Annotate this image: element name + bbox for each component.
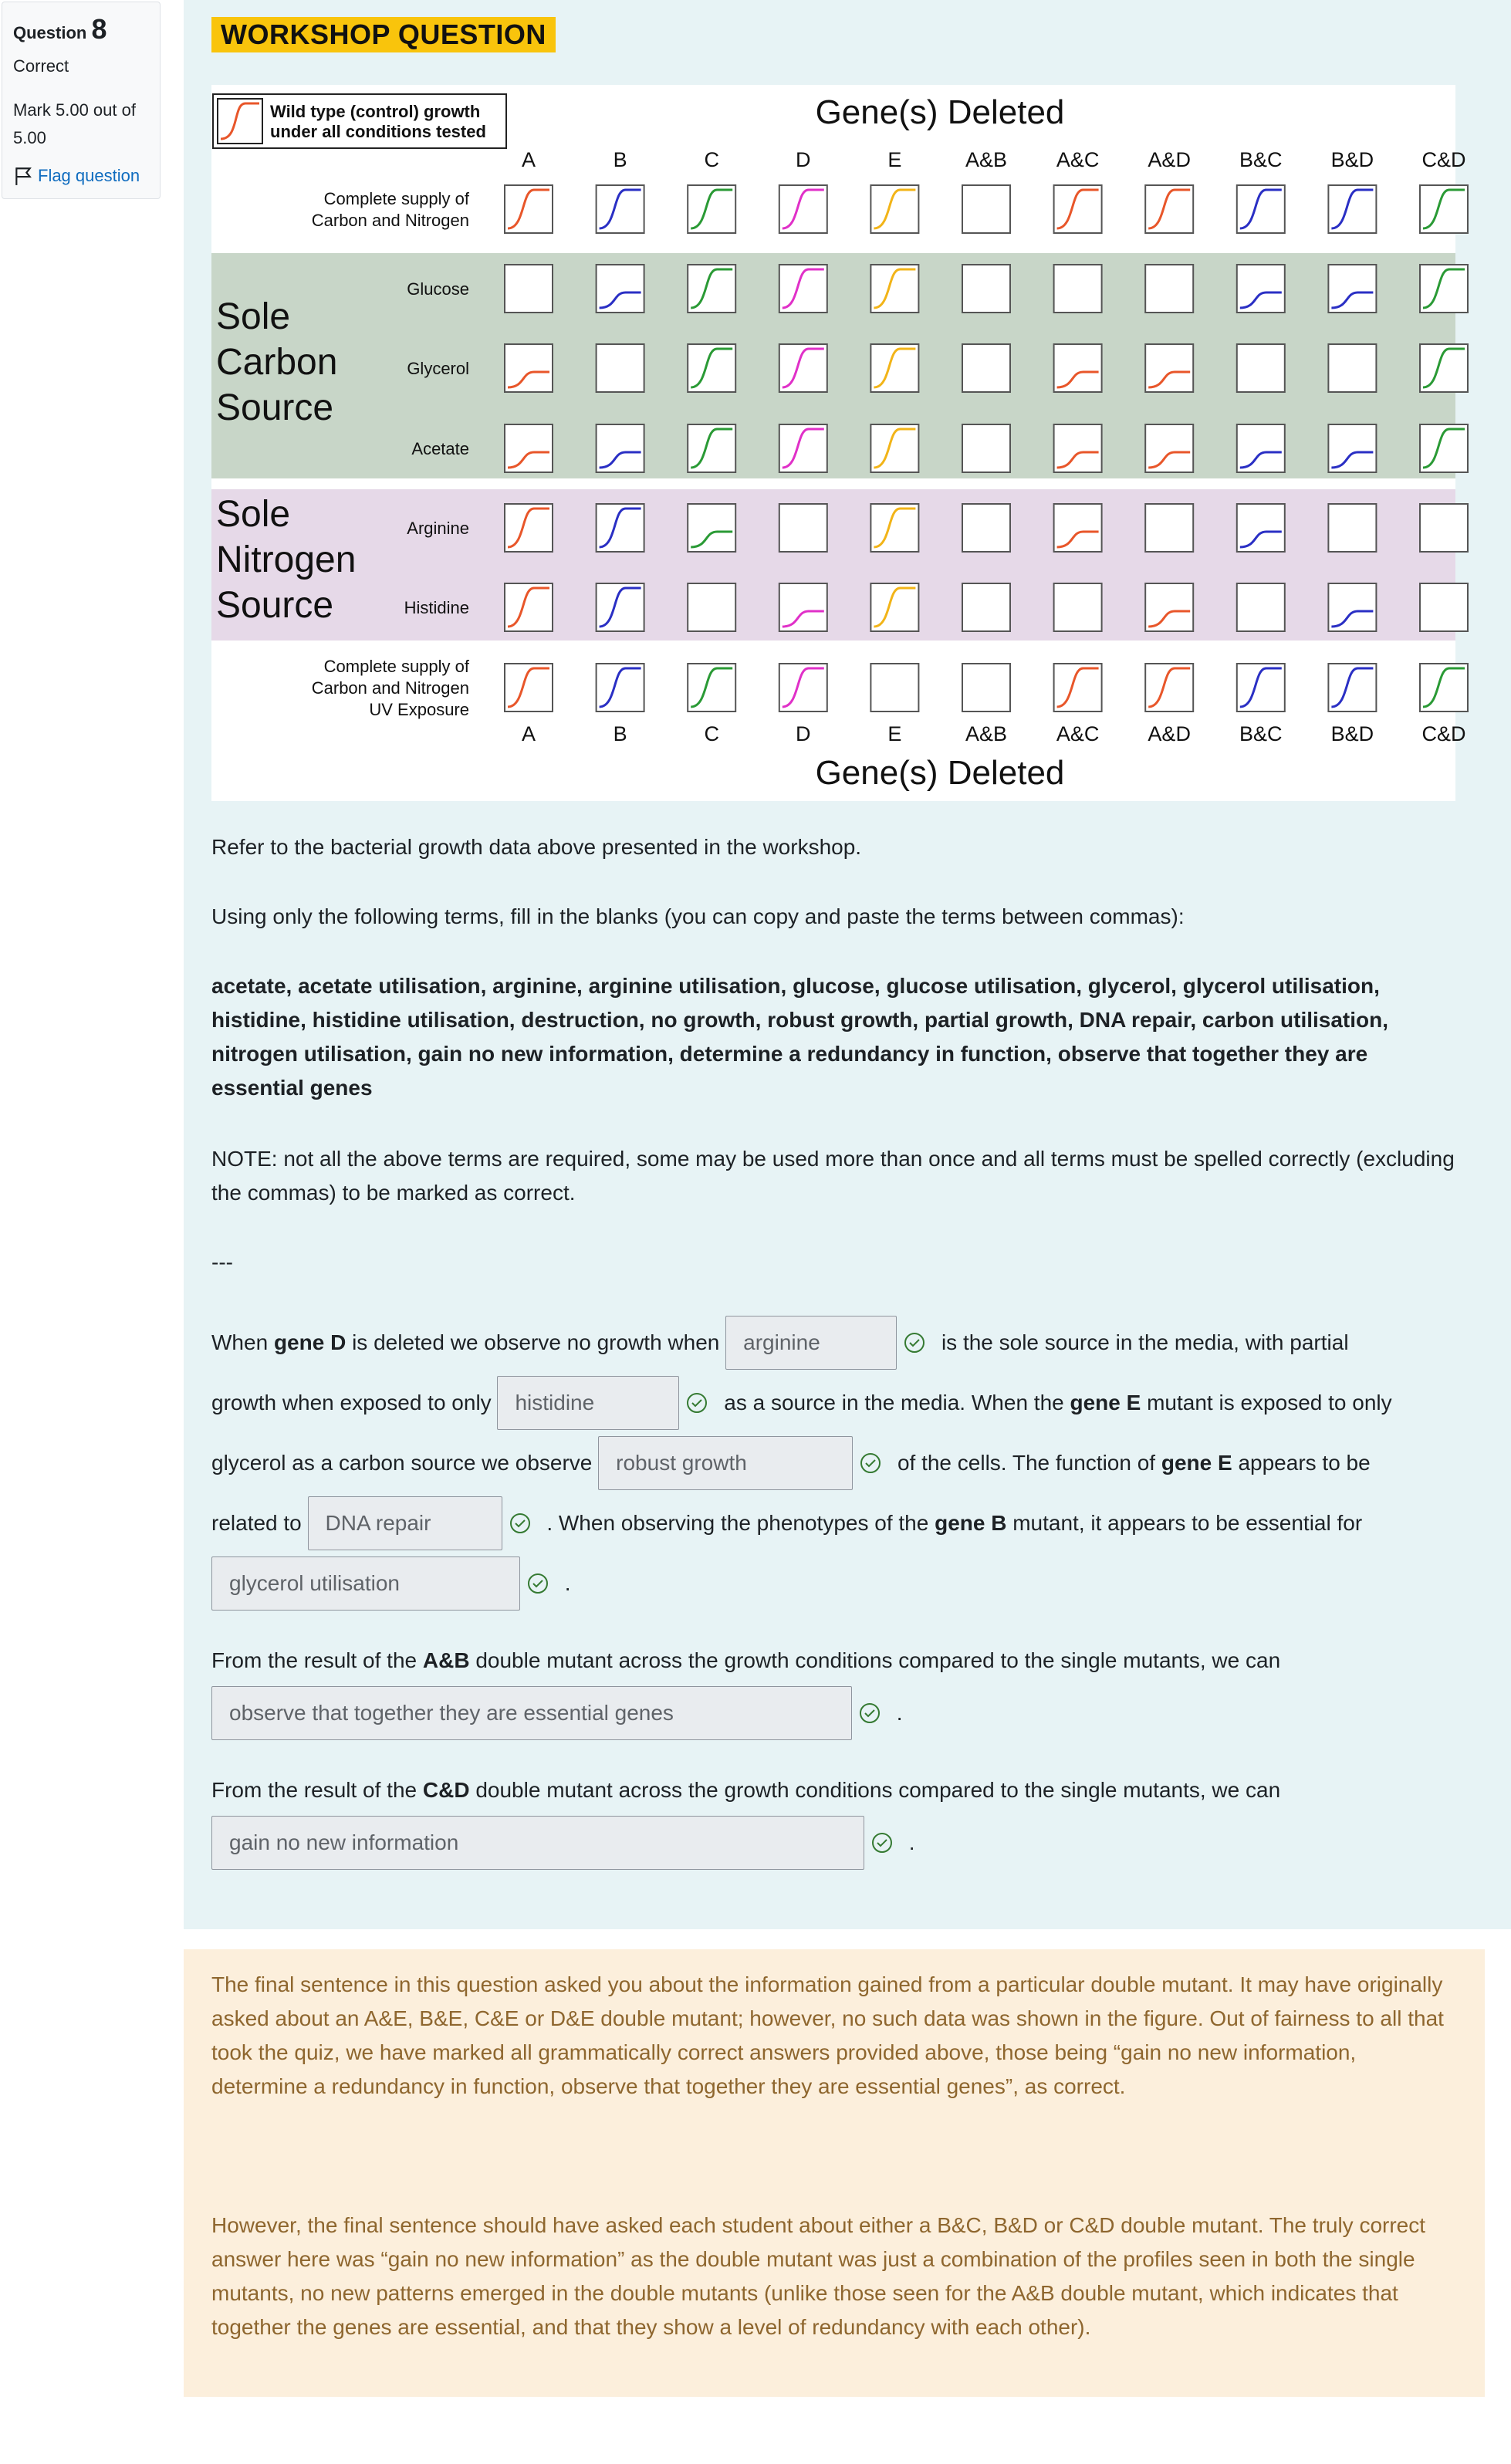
row-label: Acetate [411,439,469,458]
growth-cell [1328,504,1376,552]
answer-field-3[interactable]: robust growth [598,1436,853,1490]
row-label: Carbon and Nitrogen [311,211,469,230]
column-header-bottom: C [704,722,719,745]
question-info-panel [2,2,161,199]
text-segment: double mutant across the growth conditions compared to the single mutants, we can [475,1648,1281,1672]
growth-cell [1145,504,1193,552]
growth-cell [1420,583,1468,631]
workshop-badge: WORKSHOP QUESTION [211,17,556,52]
growth-cell [1054,265,1102,313]
correct-check-icon [685,1391,708,1415]
answer-field-2[interactable]: histidine [497,1376,679,1430]
growth-cell [505,424,553,472]
text-segment: related to [211,1511,302,1535]
separator: --- [211,1250,233,1274]
column-header-top: A&B [965,148,1008,171]
row-label: Complete supply of [323,189,469,208]
text-segment: of the cells. The function of [897,1451,1156,1475]
fill-row-4 [211,1496,1477,1551]
question-state: Correct [13,56,69,76]
correct-check-icon [858,1702,881,1725]
growth-cell [1237,504,1285,552]
text-segment: From the result of the [211,1778,417,1802]
column-header-top: D [796,148,811,171]
column-header-top: A&C [1056,148,1100,171]
column-header-top: C [704,148,719,171]
growth-cell [1328,583,1376,631]
growth-cell [1328,424,1376,472]
column-header-top: B&D [1330,148,1374,171]
column-header-bottom: A&B [965,722,1008,745]
text-segment: When [211,1330,269,1354]
fill-row-6 [211,1685,1477,1741]
correct-check-icon [903,1331,926,1354]
row-label: Complete supply of [323,657,469,676]
answer-field-7[interactable]: gain no new information [211,1816,864,1870]
column-header-bottom: B&D [1330,722,1374,745]
growth-cell [962,664,1010,711]
nitrogen-section-title: Sole [216,494,291,535]
growth-cell [962,424,1010,472]
correct-check-icon [526,1572,549,1595]
answer-field-6[interactable]: observe that together they are essential genes [211,1686,852,1740]
flag-icon [13,166,33,186]
growth-cell [1054,583,1102,631]
growth-cell [1237,583,1285,631]
text-segment: . [564,1571,571,1595]
row-label: Glucose [407,279,469,299]
text-segment: From the result of the [211,1648,417,1672]
text-segment: mutant, it appears to be essential for [1012,1511,1363,1535]
flag-question-link[interactable] [13,166,149,186]
text-segment-bold: C&D [422,1778,470,1802]
text-segment-bold: gene D [273,1330,346,1354]
growth-cell [1237,265,1285,313]
text-segment: . [896,1701,903,1725]
column-header-top: B [613,148,627,171]
correct-check-icon [509,1512,532,1535]
carbon-section-title: Source [216,387,334,428]
fill-row-ab-text [211,1641,1477,1681]
growth-cell [870,664,918,711]
growth-cell [1054,504,1102,552]
growth-cell [1420,504,1468,552]
growth-data-figure [211,85,1466,801]
figure-title-top: Gene(s) Deleted [815,93,1065,131]
correct-check-icon [859,1452,882,1475]
growth-cell [779,583,827,631]
column-header-bottom: B&C [1239,722,1283,745]
row-label: Histidine [404,598,469,617]
answer-field-1[interactable]: arginine [725,1316,897,1370]
question-number-value: 8 [91,13,107,45]
column-header-bottom: E [887,722,902,745]
text-segment: double mutant across the growth conditions compared to the single mutants, we can [475,1778,1281,1802]
text-segment: . When observing the phenotypes of the [546,1511,929,1535]
carbon-section-title: Sole [216,296,291,337]
column-header-bottom: D [796,722,811,745]
text-segment: . [908,1830,915,1854]
answer-field-4[interactable]: DNA repair [308,1496,502,1550]
growth-cell [962,583,1010,631]
figure-title-bottom: Gene(s) Deleted [815,754,1065,792]
question-formulation [184,0,1511,1929]
growth-cell [962,344,1010,392]
row-label: Carbon and Nitrogen [311,678,469,698]
legend-text-2: under all conditions tested [270,122,486,141]
question-grade: Mark 5.00 out of 5.00 [13,100,136,147]
correct-check-icon [870,1831,894,1854]
fill-row-cd-text [211,1770,1477,1810]
growth-cell [1145,424,1193,472]
growth-cell [688,583,735,631]
column-header-bottom: B [613,722,627,745]
text-segment: as a source in the media. When the [724,1391,1064,1415]
feedback-paragraph-2: However, the final sentence should have asked each student about either a B&C, B&D or C&D double mutant. The truly correct answer here was “gain no new information” as the double mutant was just a combination of the profiles seen in both the single mutants, no new patterns emerged in the double mutants (unlike those seen for the A&B double mutant, which indicates that together the genes are essential, and that they show a level of redundancy with each other). [211,2213,1426,2339]
nitrogen-section-title: Source [216,585,334,626]
flag-question-label: Flag question [38,166,140,185]
text-segment: is deleted we observe no growth when [352,1330,720,1354]
growth-cell [597,424,644,472]
intro-text: Refer to the bacterial growth data above presented in the workshop. [211,835,862,859]
instructions-text: Using only the following terms, fill in the blanks (you can copy and paste the terms between commas): [211,904,1185,928]
growth-cell [505,265,553,313]
growth-cell [962,265,1010,313]
growth-cell [1237,424,1285,472]
growth-cell [1237,344,1285,392]
column-header-top: A&D [1148,148,1191,171]
nitrogen-section-title: Nitrogen [216,539,357,580]
text-segment: appears to be [1238,1451,1371,1475]
text-segment: is the sole source in the media, with partial [941,1330,1349,1354]
text-segment-bold: A&B [422,1648,470,1672]
text-segment-bold: gene E [1161,1451,1232,1475]
growth-grid [211,85,1466,801]
growth-cell [1328,265,1376,313]
growth-cell [779,504,827,552]
row-label: Glycerol [407,359,469,378]
legend-text-1: Wild type (control) growth [270,102,481,121]
text-segment: mutant is exposed to only [1147,1391,1392,1415]
growth-cell [597,344,644,392]
growth-cell [1145,583,1193,631]
row-label: Arginine [407,519,469,538]
growth-cell [1145,344,1193,392]
question-label: Question [13,23,87,42]
column-header-top: A [521,148,536,171]
growth-cell [597,265,644,313]
growth-cell [962,185,1010,233]
growth-cell [962,504,1010,552]
text-segment-bold: gene E [1070,1391,1141,1415]
growth-cell [1328,344,1376,392]
column-header-bottom: C&D [1421,722,1466,745]
growth-cell [505,344,553,392]
text-segment-bold: gene B [935,1511,1007,1535]
growth-cell [688,504,735,552]
text-segment: glycerol as a carbon source we observe [211,1451,593,1475]
question-number [13,13,149,46]
column-header-top: B&C [1239,148,1283,171]
general-feedback [184,1949,1485,2397]
carbon-section-title: Carbon [216,342,338,383]
column-header-bottom: A&C [1056,722,1100,745]
fill-row-5 [211,1556,1477,1611]
growth-cell [1054,344,1102,392]
answer-field-5[interactable]: glycerol utilisation [211,1556,520,1611]
note-text: NOTE: not all the above terms are required, some may be used more than once and all terms must be spelled correctly (excluding the commas) to be marked as correct. [211,1147,1455,1205]
column-header-top: C&D [1421,148,1466,171]
terms-list: acetate, acetate utilisation, arginine, arginine utilisation, glucose, glucose utilisation, glycerol, glycerol utilisation, histidine, histidine utilisation, destruction, no growth, robust growth, partial growth, DNA repair, carbon utilisation, nitrogen utilisation, gain no new information, determine a redundancy in function, observe that together they are essential genes [211,974,1389,1100]
column-header-top: E [887,148,902,171]
column-header-bottom: A [521,722,536,745]
growth-cell [1054,424,1102,472]
text-segment: growth when exposed to only [211,1391,492,1415]
row-label: UV Exposure [369,700,469,719]
feedback-paragraph-1: The final sentence in this question asked you about the information gained from a particular double mutant. It may have originally asked about an A&E, B&E, C&E or D&E double mutant; however, no such data was shown in the figure. Out of fairness to all that took the quiz, we have marked all grammatically correct answers provided above, those being “gain no new information, determine a redundancy in function, observe that together they are essential genes”, as correct. [211,1972,1444,2098]
fill-row-3 [211,1435,1477,1491]
growth-cell [1145,265,1193,313]
fill-row-2 [211,1375,1477,1431]
column-header-bottom: A&D [1148,722,1191,745]
fill-row-7 [211,1815,1477,1871]
fill-row-1 [211,1315,1477,1371]
